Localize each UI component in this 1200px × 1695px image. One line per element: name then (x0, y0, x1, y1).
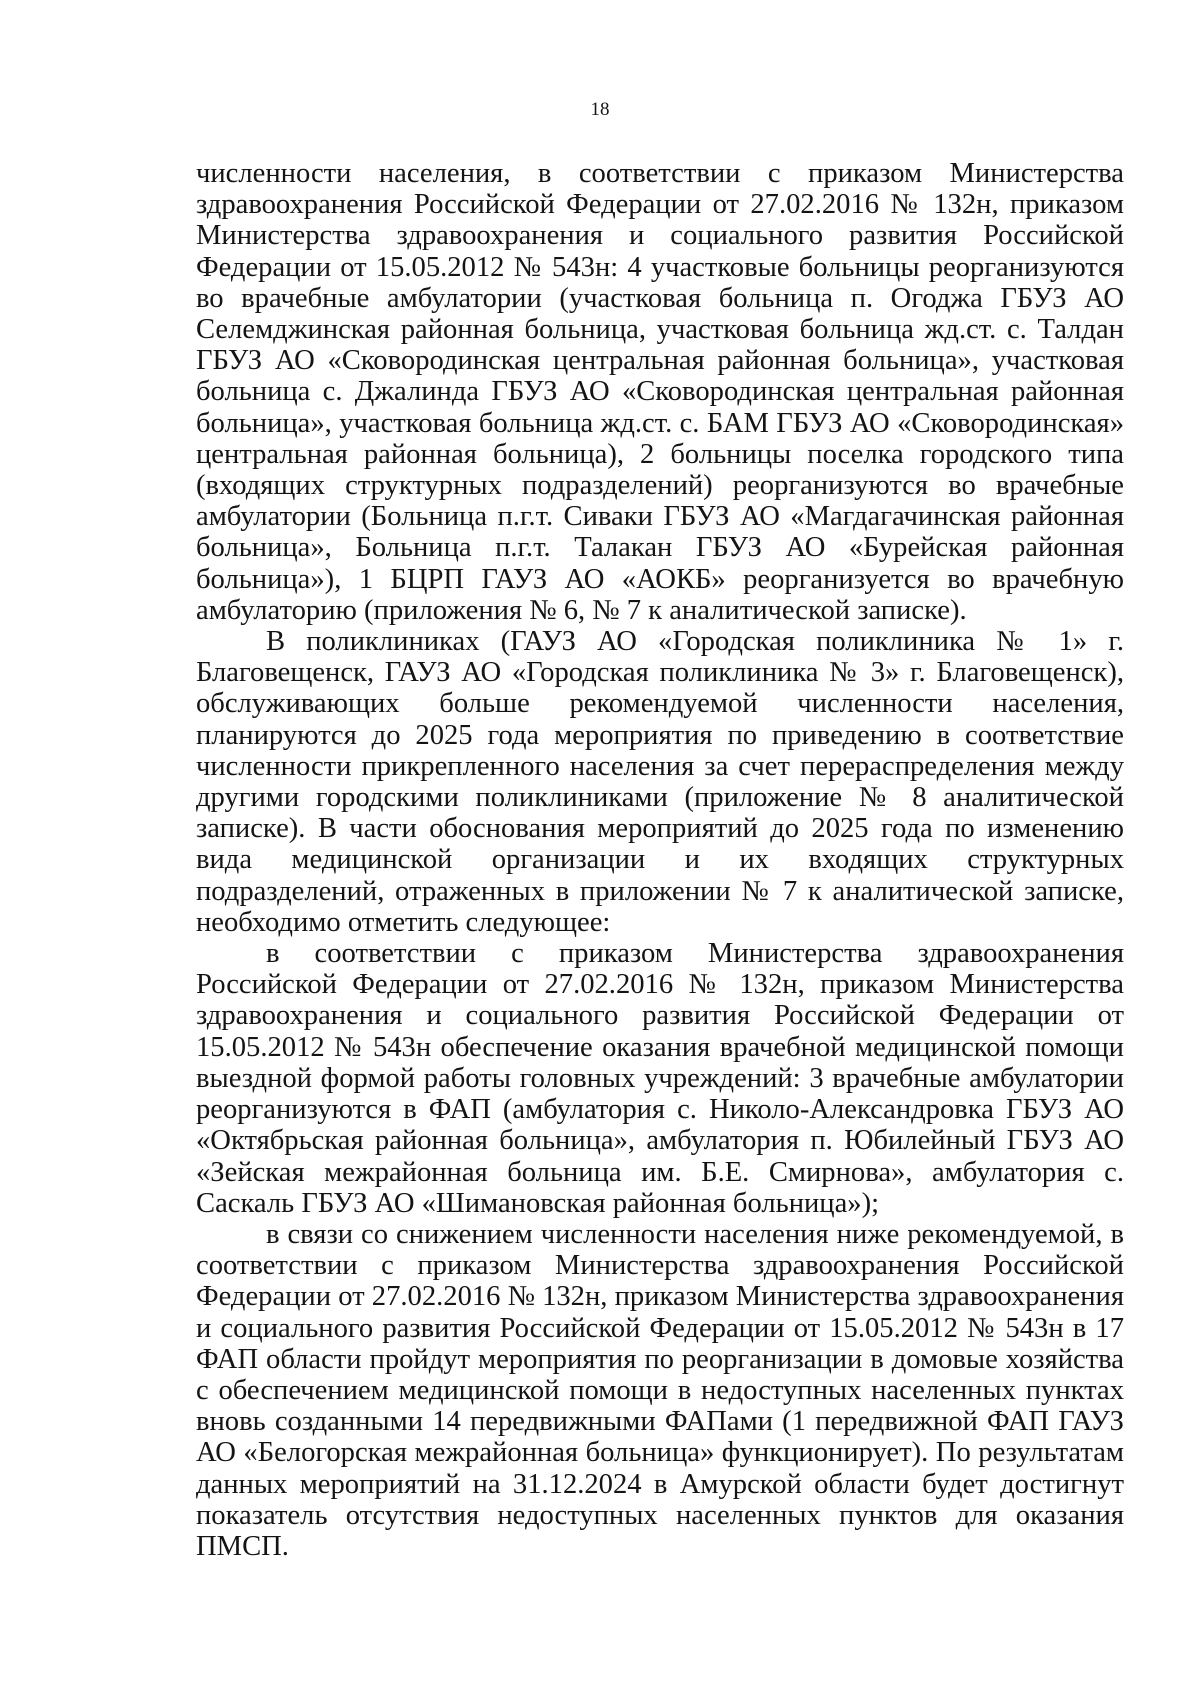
paragraph-polyclinics: В поликлиниках (ГАУЗ АО «Городская поликлиника № 1» г. Благовещенск, ГАУЗ АО «Городская поликлиника № 3» г. Благовещенск), обслуживающих больше рекомендуемой численности населения, планируются до 2025 года мероприятия по приведению в соответствие численности прикрепленного населения за счет перераспределения между другими городскими поликлиниками (приложение № 8 аналитической записке). В части обоснования мероприятий до 2025 года по изменению вида медицинской организации и их входящих структурных подразделений, отраженных в приложении № 7 к аналитической записке, необходимо отметить следующее: (196, 626, 1124, 938)
page-number: 18 (590, 99, 610, 120)
paragraph-continuation: численности населения, в соответствии с приказом Министерства здравоохранения Российской Федерации от 27.02.2016 № 132н, приказом Министерства здравоохранения и социального развития Российской Федерации от 15.05.2012 № 543н: 4 участковые больницы реорганизуются во врачебные амбулатории (участковая больница п. Огоджа ГБУЗ АО Селемджинская районная больница, участковая больница жд.ст. с. Талдан ГБУЗ АО «Сковородинская центральная районная больница», участковая больница с. Джалинда ГБУЗ АО «Сковородинская центральная районная больница», участковая больница жд.ст. с. БАМ ГБУЗ АО «Сковородинская» центральная районная больница), 2 больницы поселка городского типа (входящих структурных подразделений) реорганизуются во врачебные амбулатории (Больница п.г.т. Сиваки ГБУЗ АО «Магдагачинская районная больница», Больница п.г.т. Талакан ГБУЗ АО «Бурейская районная больница»), 1 БЦРП ГАУЗ АО «АОКБ» реорганизуется во врачебную амбулаторию (приложения № 6, № 7 к аналитической записке). (196, 158, 1124, 626)
paragraph-ambulatory-reorganization: в соответствии с приказом Министерства здравоохранения Российской Федерации от 27.02.2016 № 132н, приказом Министерства здравоохранения и социального развития Российской Федерации от 15.05.2012 № 543н обеспечение оказания врачебной медицинской помощи выездной формой работы головных учреждений: 3 врачебные амбулатории реорганизуются в ФАП (амбулатория с. Николо-Александровка ГБУЗ АО «Октябрьская районная больница», амбулатория п. Юбилейный ГБУЗ АО «Зейская межрайонная больница им. Б.Е. Смирнова», амбулатория с. Саскаль ГБУЗ АО «Шимановская районная больница»); (196, 938, 1124, 1219)
document-body (196, 158, 1124, 1562)
paragraph-fap-reorganization: в связи со снижением численности населения ниже рекомендуемой, в соответствии с приказом Министерства здравоохранения Российской Федерации от 27.02.2016 № 132н, приказом Министерства здравоохранения и социального развития Российской Федерации от 15.05.2012 № 543н в 17 ФАП области пройдут мероприятия по реорганизации в домовые хозяйства с обеспечением медицинской помощи в недоступных населенных пунктах вновь созданными 14 передвижными ФАПами (1 передвижной ФАП ГАУЗ АО «Белогорская межрайонная больница» функционирует). По результатам данных мероприятий на 31.12.2024 в Амурской области будет достигнут показатель отсутствия недоступных населенных пунктов для оказания ПМСП. (196, 1218, 1124, 1562)
